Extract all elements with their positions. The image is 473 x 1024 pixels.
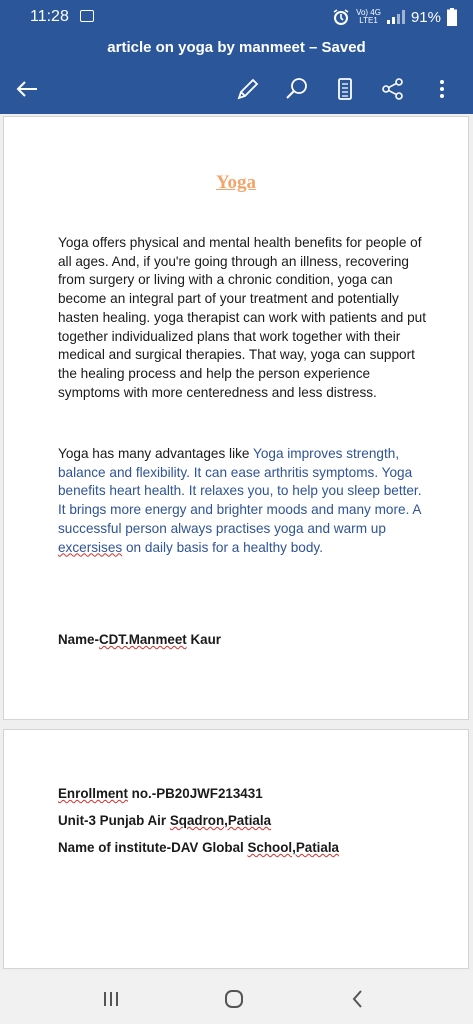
name-rest: Kaur (186, 632, 221, 647)
battery-percent: 91% (410, 8, 441, 26)
paragraph-2 (58, 445, 428, 557)
alarm-icon (332, 8, 350, 26)
edit-button[interactable] (233, 74, 263, 104)
enrollment-label: Enrollment (58, 786, 128, 801)
document-page-2[interactable] (3, 729, 469, 969)
paragraph-1: Yoga offers physical and mental health benefits for people of all ages. And, if you're going through an illness, recovering from surgery or living with a chronic condition, yoga can become an integral part of your treatment and potentially hasten healing. yoga therapist can work with patients and put together individualized plans that work together with their medical and surgical therapies. That way, yoga can support the healing process and help the person experience symptoms with more centeredness and less distress. (58, 235, 427, 400)
status-bar (0, 0, 473, 34)
back-nav-button[interactable] (345, 986, 371, 1012)
home-icon (221, 986, 247, 1012)
institute-line (58, 840, 339, 855)
document-page-1[interactable] (3, 116, 469, 720)
battery-icon (447, 8, 457, 26)
more-options-button[interactable] (427, 74, 457, 104)
spell-error-word: excersises (58, 539, 123, 555)
document-heading: Yoga (215, 172, 257, 193)
unit-text: Unit-3 Punjab Air (58, 813, 170, 828)
back-arrow-icon (12, 74, 42, 104)
search-button[interactable] (282, 74, 312, 104)
back-button[interactable] (12, 74, 42, 104)
recent-apps-button[interactable] (98, 986, 124, 1012)
document-title-bar (0, 34, 473, 64)
search-icon (282, 74, 312, 104)
network-type (356, 9, 381, 25)
gallery-notification-icon (80, 10, 94, 22)
reading-view-icon (330, 74, 360, 104)
enrollment-value: no.-PB20JWF213431 (127, 786, 263, 801)
share-icon (378, 74, 408, 104)
status-time: 11:28 (30, 8, 69, 25)
paragraph-2-blue: Yoga improves strength, balance and flexibility. It can ease arthritis symptoms. Yoga benefits heart health. It relaxes you, to help you sleep better. It brings more energy and brighter moods and many more. A successful person always practises yoga and warm up (58, 446, 422, 536)
paragraph-2-plain: Yoga has many advantages like (58, 446, 253, 461)
system-navigation-bar (0, 972, 473, 1024)
name-label: Name- (58, 632, 99, 647)
share-button[interactable] (378, 74, 408, 104)
signal-icon (387, 10, 405, 24)
status-icons (332, 8, 457, 26)
paragraph-2-end: on daily basis for a healthy body. (122, 539, 323, 555)
app-toolbar (0, 64, 473, 114)
network-label-top: Vo) 4G (356, 8, 381, 17)
reading-view-button[interactable] (330, 74, 360, 104)
recents-icon (98, 986, 124, 1012)
unit-line (58, 813, 271, 828)
institute-squiggle: School,Patiala (247, 840, 339, 855)
back-chevron-icon (345, 986, 371, 1012)
author-name-line (58, 632, 221, 647)
pencil-icon (233, 74, 263, 104)
more-icon (427, 74, 457, 104)
institute-text: Name of institute-DAV Global (58, 840, 248, 855)
network-label-bottom: LTE1 (359, 16, 378, 25)
document-name: article on yoga by manmeet – Saved (107, 39, 366, 56)
enrollment-line (58, 786, 263, 801)
unit-squiggle: Sqadron,Patiala (169, 813, 272, 828)
name-value: CDT.Manmeet (98, 632, 187, 647)
home-button[interactable] (221, 986, 247, 1012)
